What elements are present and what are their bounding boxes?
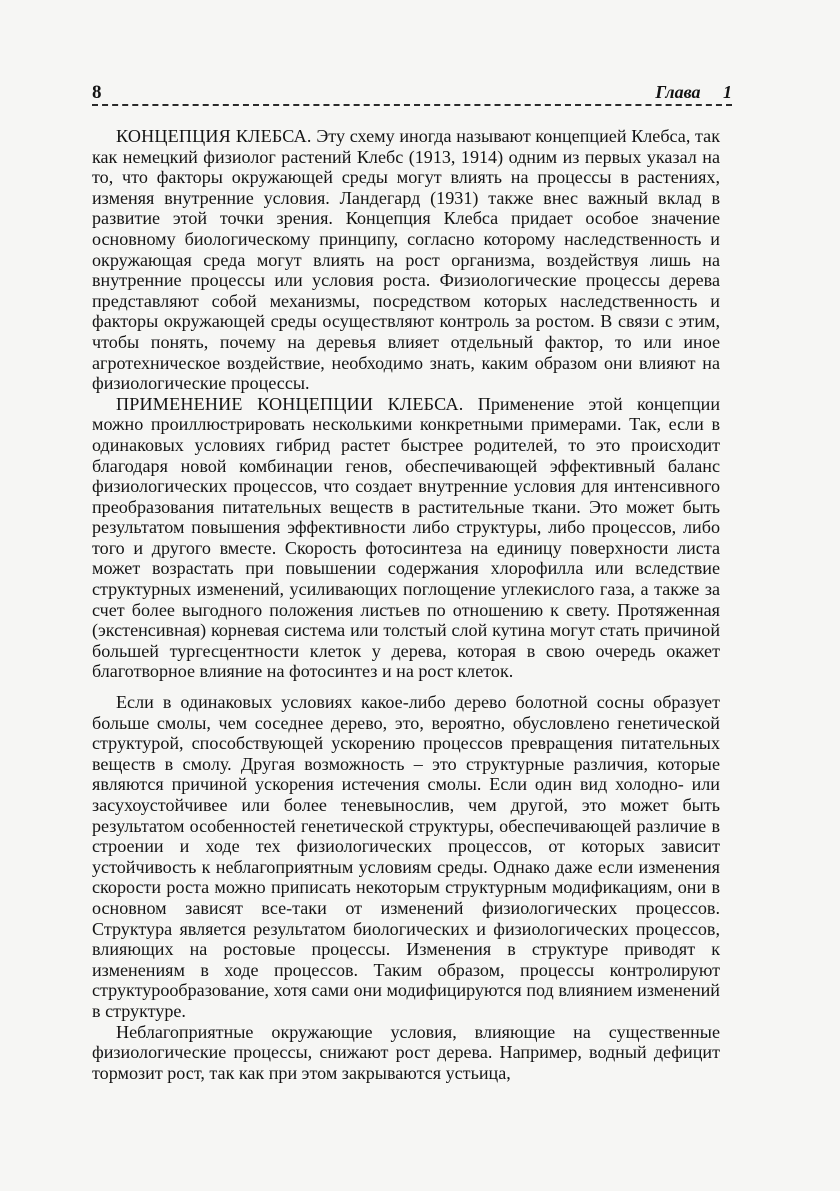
runin-heading-klebs-concept: КОНЦЕПЦИЯ КЛЕБСА. [116, 126, 312, 146]
paragraph-text: Если в одинаковых условиях какое-либо дерево болотной сосны образует больше смолы, чем соседнее дерево, это, вероятно, обусловлено генетической структурой, способствующей ускорению процессов превращения питательных веществ в смолу. Другая возможность – это структурные различия, которые являются причиной ускорения истечения смолы. Если один вид холодно- или засухоустойчивее или более теневынослив, чем другой, это может быть результатом особенностей генетической структуры, обеспечивающей различие в строении и ходе тех физиологических процессов, от которых зависит устойчивость к неблагоприятным условиям среды. Однако даже если изменения скорости роста можно приписать некоторым структурным модификациям, они в основном зависят все-таки от изменений физиологических процессов. Структура является результатом биологических и физиологических процессов, влияющих на ростовые процессы. Изменения в структуре приводят к изменениям в ходе процессов. Таким образом, процессы контролируют структурообразование, хотя сами они модифицируются под влиянием изменений в структуре. [92, 692, 720, 1021]
paragraph-klebs-concept [92, 126, 720, 394]
paragraph-pine-resin [92, 692, 720, 1022]
page-number: 8 [92, 82, 102, 103]
header-divider [92, 104, 732, 106]
paragraph-adverse-conditions [92, 1022, 720, 1084]
runin-heading-klebs-application: ПРИМЕНЕНИЕ КОНЦЕПЦИИ КЛЕБСА. [116, 393, 464, 414]
paragraph-text: Эту схему иногда называют концепцией Клебса, так как немецкий физиолог растений Клебс (1913, 1914) одним из первых указал на то, что факторы окружающей среды могут влиять на процессы в растениях, изменяя внутренние условия. Ландегард (1931) также внес важный вклад в развитие этой точки зрения. Концепция Клебса придает особое значение основному биологическому принципу, согласно которому наследственность и окружающая среда могут влиять на рост организма, воздействуя лишь на внутренние процессы или условия роста. Физиологические процессы дерева представляют собой механизмы, посредством которых наследственность и факторы окружающей среды осуществляют контроль за ростом. В связи с этим, чтобы понять, почему на деревья влияет отдельный фактор, то или иное агротехническое воздействие, необходимо знать, каким образом они влияют на физиологические процессы. [92, 126, 720, 394]
paragraph-text: Применение этой концепции можно проиллюстрировать несколькими конкретными примерами. Так, если в одинаковых условиях гибрид растет быстрее родителей, то это происходит благодаря новой комбинации генов, обеспечивающей эффективный баланс физиологических процессов, что создает внутренние условия для интенсивного преобразования питательных веществ в растительные ткани. Это может быть результатом повышения эффективности либо структуры, либо процессов, либо того и другого вместе. Скорость фотосинтеза на единицу поверхности листа может возрастать при повышении содержания хлорофилла или вследствие структурных изменений, усиливающих поглощение углекислого газа, а также за счет более выгодного положения листьев по отношению к свету. Протяженная (экстенсивная) корневая система или толстый слой кутина могут стать причиной большей тургесцентности клеток у дерева, которая в свою очередь окажет благотворное влияние на фотосинтез и на рост клеток. [92, 393, 720, 682]
chapter-running-head: Глава 1 [655, 82, 732, 102]
paragraph-text: Неблагоприятные окружающие условия, влияющие на существенные физиологические процессы, снижают рост дерева. Например, водный дефицит тормозит рост, так как при этом закрываются устьица, [92, 1021, 720, 1083]
page-header [92, 82, 732, 106]
body-text [92, 126, 720, 1083]
paragraph-klebs-application [92, 394, 720, 682]
